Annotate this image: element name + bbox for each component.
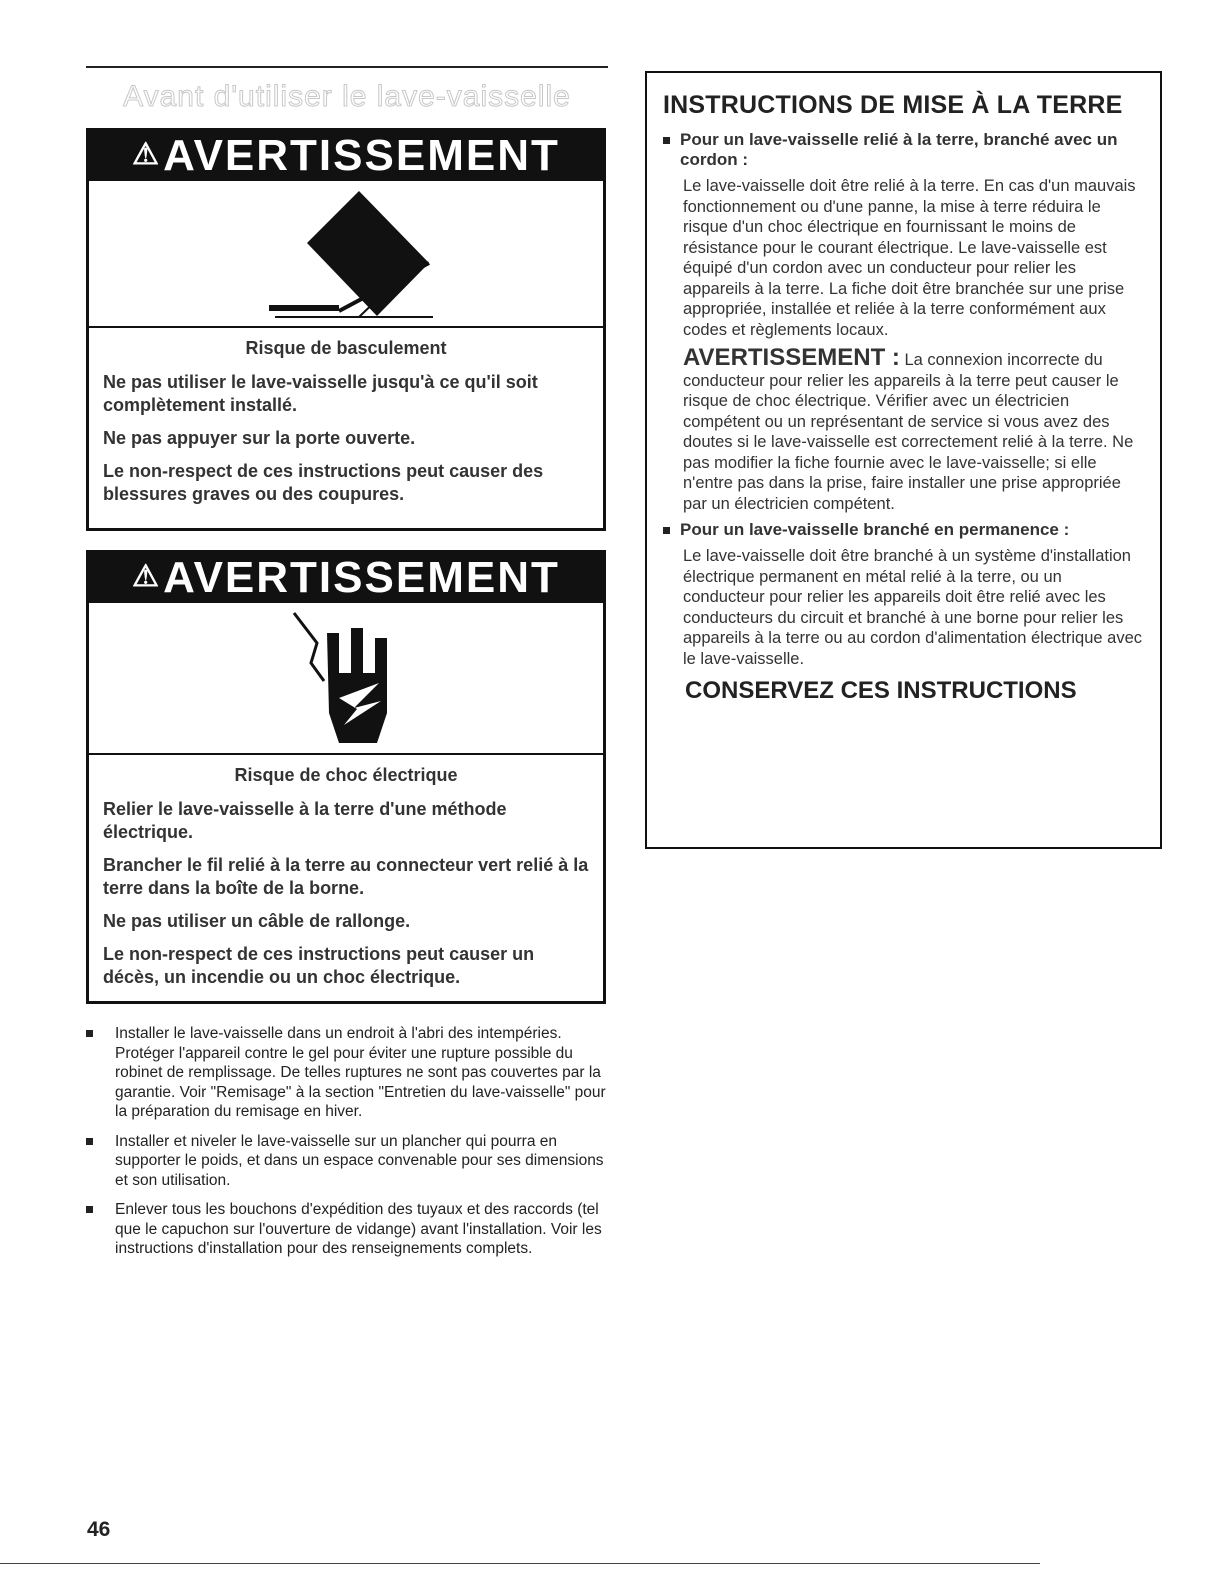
bullet-icon [86,1138,93,1145]
top-rule [86,66,608,68]
warning-header-label: AVERTISSEMENT [163,131,560,180]
warning-triangle-icon: ⚠ [132,559,162,593]
list-item [86,1132,606,1191]
electric-shock-warning-box [86,550,606,1004]
grounding-item-heading [663,130,1144,170]
grounding-title: INSTRUCTIONS DE MISE À LA TERRE [663,91,1123,119]
list-item-text: Enlever tous les bouchons d'expédition des tuyaux et des raccords (tel que le capuchon sur l'ouverture de vidange) avant l'installation. Voir les instructions d'installation pour des renseignements complets. [115,1201,602,1257]
grounding-instructions-box [645,71,1162,849]
grounding-warning-paragraph [683,344,1144,514]
warning-line: Le non-respect de ces instructions peut causer des blessures graves ou des coupures. [103,461,544,504]
tip-over-warning-box [86,128,606,531]
grounding-item-heading [663,520,1144,540]
tip-over-icon [89,181,603,326]
warning-risk-title: Risque de basculement [245,338,447,358]
page-number: 46 [87,1518,111,1541]
warning-risk-title: Risque de choc électrique [234,765,458,785]
grounding-warning-label: AVERTISSEMENT : [683,344,900,371]
list-item-text: Installer le lave-vaisselle dans un endroit à l'abri des intempéries. Protéger l'appareil contre le gel pour éviter une rupture possible du robinet de remplissage. De telles ruptures ne sont pas couvertes par la garantie. Voir "Remisage" à la section "Entretien du lave-vaisselle" pour la préparation du remisage en hiver. [115,1025,606,1120]
grounding-paragraph: Le lave-vaisselle doit être relié à la terre. En cas d'un mauvais fonctionnement ou d'une panne, la mise à terre réduira le risque d'un choc électrique en fournissant le moins de résistance pour le courant électrique. Le lave-vaisselle est équipé d'un cordon avec un conducteur pour relier les appareils à la terre. La fiche doit être branchée sur une prise appropriée, installée et reliée à la terre conformément aux codes et règlements locaux. [683,177,1136,339]
warning-line: Brancher le fil relié à la terre au connecteur vert relié à la terre dans la boîte de la borne. [103,855,589,898]
bottom-rule [0,1563,1040,1564]
tip-over-illustration [89,181,603,328]
warning-line: Le non-respect de ces instructions peut causer un décès, un incendie ou un choc électrique. [103,944,535,987]
bullet-icon [663,527,670,534]
warning-header [89,553,603,603]
list-item [86,1024,606,1122]
electric-shock-illustration [89,603,603,755]
warning-line: Ne pas utiliser le lave-vaisselle jusqu'à ce qu'il soit complètement installé. [103,372,538,415]
warning-line: Ne pas appuyer sur la porte ouverte. [103,428,416,448]
installation-bullet-list [86,1024,606,1269]
warning-line: Ne pas utiliser un câble de rallonge. [103,911,411,931]
warning-line: Relier le lave-vaisselle à la terre d'une méthode électrique. [103,799,507,842]
grounding-item-heading-text: Pour un lave-vaisselle relié à la terre, branché avec un cordon : [680,130,1118,169]
bullet-icon [663,137,670,144]
electric-shock-icon [89,603,603,753]
grounding-warning-text: La connexion incorrecte du conducteur pour relier les appareils à la terre peut causer le risque de choc électrique. Vérifier avec un électricien compétent ou un représentant de service si vous avez des doutes si le lave-vaisselle est correctement relié à la terre. Ne pas modifier la fiche fournie avec le lave-vaisselle; si elle n'entre pas dans la prise, faire installer une prise appropriée par un électricien compétent. [683,351,1134,513]
list-item [86,1200,606,1259]
grounding-item-heading-text: Pour un lave-vaisselle branché en permanence : [680,520,1070,539]
list-item-text: Installer et niveler le lave-vaisselle sur un plancher qui pourra en supporter le poids, et dans un espace convenable pour ses dimensions et son utilisation. [115,1132,604,1189]
warning-triangle-icon: ⚠ [132,137,162,171]
warning-header-label: AVERTISSEMENT [163,553,560,602]
warning-header [89,131,603,181]
section-title: Avant d'utiliser le lave-vaisselle [123,80,571,113]
grounding-paragraph: Le lave-vaisselle doit être branché à un système d'installation électrique permanent en métal relié à la terre, ou un conducteur pour relier les appareils doit être relié avec les conducteurs du circuit et branché à une borne pour relier les appareils à la terre ou au cordon d'alimentation électrique avec le lave-vaisselle. [683,547,1143,668]
closing-banner: CONSERVEZ CES INSTRUCTIONS [685,677,1077,704]
bullet-icon [86,1206,93,1213]
bullet-icon [86,1030,93,1037]
